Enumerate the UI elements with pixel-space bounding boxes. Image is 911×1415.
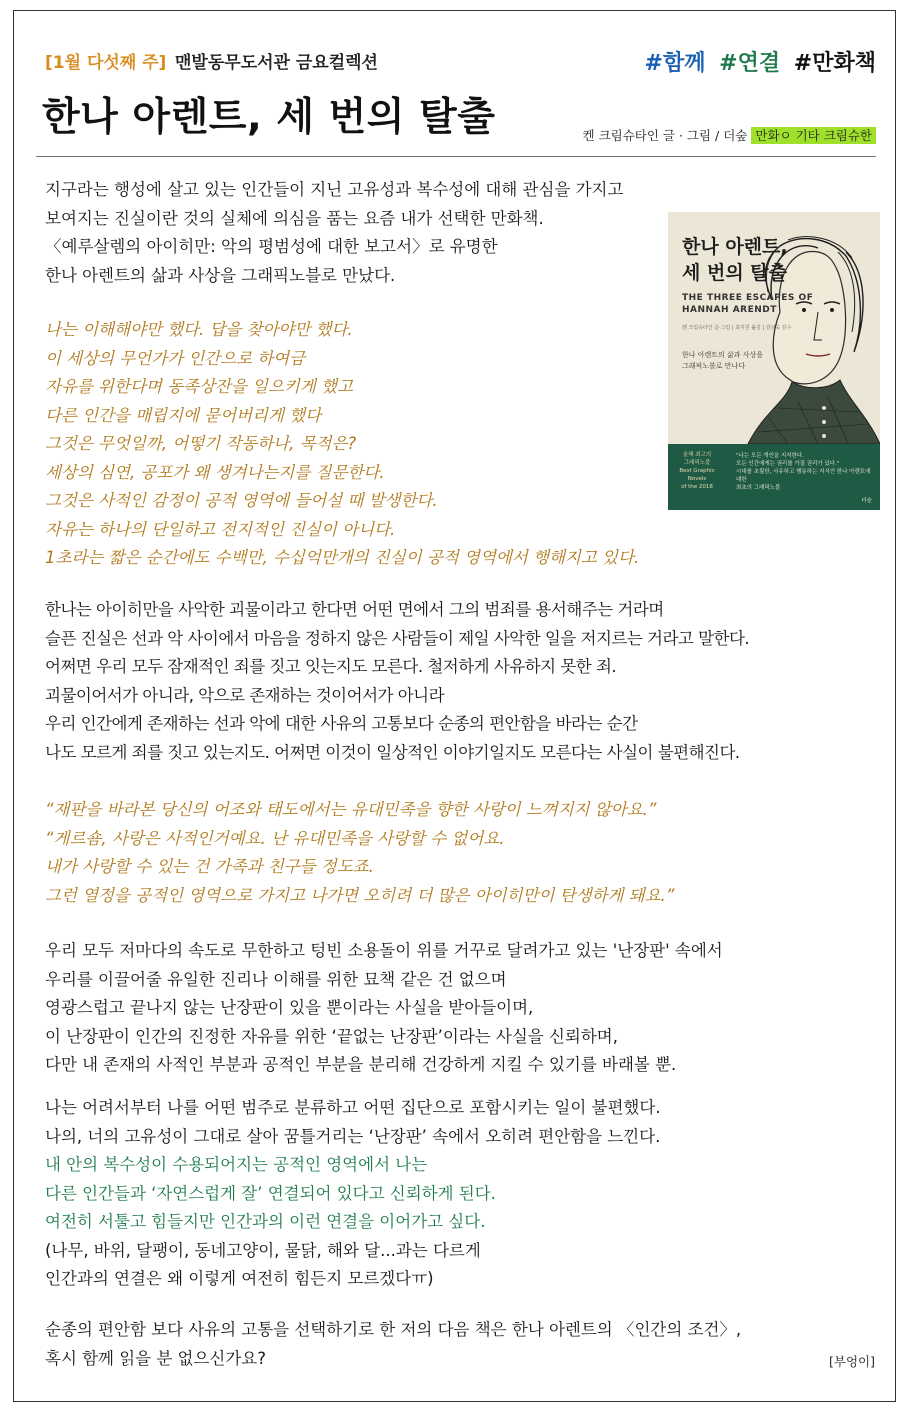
text-line: “재판을 바라본 당신의 어조와 태도에서는 유대민족을 향한 사랑이 느껴지지 않아요.” xyxy=(45,800,657,819)
author-publisher: 켄 크림슈타인 글 · 그림 / 더숲 xyxy=(582,128,748,143)
reflection-paragraph xyxy=(45,596,885,767)
chaos-paragraph xyxy=(45,937,885,1080)
hashtags xyxy=(639,46,876,77)
text-line: 다만 내 존재의 사적인 부분과 공적인 부분을 분리해 건강하게 지킬 수 있기를 바래볼 뿐. xyxy=(45,1055,677,1074)
text-line: 그것은 사적인 감정이 공적 영역에 들어설 때 발생한다. xyxy=(45,491,438,510)
classification-tag: 만화ㅇ 기타 크림슈한 xyxy=(751,127,876,144)
cover-english-line: HANNAH ARENDT xyxy=(682,305,777,315)
cover-quote-line: 최초의 그래픽노블 xyxy=(736,485,781,491)
text-line: 어쩌면 우리 모두 잠재적인 죄를 짓고 잇는지도 모른다. 철저하게 사유하지 못한 죄. xyxy=(45,657,617,676)
cover-publisher: 더숲 xyxy=(861,498,872,504)
hashtag: #함께 xyxy=(644,51,706,76)
cover-tagline-line: 한나 아렌트의 삶과 사상을 xyxy=(682,351,764,359)
signature: [부엉이] xyxy=(829,1354,875,1369)
hashtag: #만화책 xyxy=(793,51,876,76)
text-line: 나는 이해해야만 했다. 답을 찾아야만 했다. xyxy=(45,320,353,339)
text-line-green: 내 안의 복수성이 수용되어지는 공적인 영역에서 나는 xyxy=(45,1155,428,1174)
text-line: 자유는 하나의 단일하고 전지적인 진실이 아니다. xyxy=(45,519,396,539)
text-line: 우리 인간에게 존재하는 선과 악에 대한 사유의 고통보다 순종의 편안함을 바라는 순간 xyxy=(45,714,638,733)
text-line: 우리를 이끌어줄 유일한 진리나 이해를 위한 묘책 같은 건 없으며 xyxy=(45,969,507,989)
text-line: 나의, 너의 고유성이 그대로 살아 꿈틀거리는 ‘난장판’ 속에서 오히려 편안함을 느낀다. xyxy=(45,1126,661,1146)
text-line: 나도 모르게 죄를 짓고 있는지도. 어쩌면 이것이 일상적인 이야기일지도 모른다는 사실이 불편해진다. xyxy=(45,742,740,762)
text-line: 지구라는 행성에 살고 있는 인간들이 지닌 고유성과 복수성에 대해 관심을 가지고 xyxy=(45,180,624,199)
text-line: 괴물이어서가 아니라, 악으로 존재하는 것이어서가 아니라 xyxy=(45,685,445,705)
cover-tagline-line: 그래픽노블로 만나다 xyxy=(682,362,746,370)
text-line: 그런 열정을 공적인 영역으로 가지고 나가면 오히려 더 많은 아이히만이 탄생하게 돼요.” xyxy=(45,885,675,905)
text-line: 보여지는 진실이란 것의 실체에 의심을 품는 요즘 내가 선택한 만화책. xyxy=(45,208,544,228)
award-badge-line: 그래픽노블 xyxy=(683,460,711,466)
text-line: 나는 어려서부터 나를 어떤 범주로 분류하고 어떤 집단으로 포함시키는 일이 불편했다. xyxy=(45,1098,661,1117)
series-name: 맨발동무도서관 금요컬렉션 xyxy=(175,53,378,73)
text-line: 세상의 심연, 공포가 왜 생겨나는지를 질문한다. xyxy=(45,462,385,482)
text-line: 이 난장판이 인간의 진정한 자유를 위한 ‘끝없는 난장판’이라는 사실을 신뢰하며, xyxy=(45,1026,618,1046)
quote-paragraph xyxy=(45,316,885,573)
text-line: 한나는 아이히만을 사악한 괴물이라고 한다면 어떤 면에서 그의 범죄를 용서해주는 거라며 xyxy=(45,600,664,619)
closing-paragraph xyxy=(45,1316,885,1373)
cover-quote-line: 시대를 초월한, 사유하고 행동하는 지식인 한나 아렌트에 대한 xyxy=(736,469,871,483)
book-meta xyxy=(583,126,876,144)
text-line: 〈예루살렘의 아이히만: 악의 평범성에 대한 보고서〉로 유명한 xyxy=(45,237,498,256)
text-line: 우리 모두 저마다의 속도로 무한하고 텅빈 소용돌이 위를 거꾸로 달려가고 있는 '난장판' 속에서 xyxy=(45,941,723,960)
header-divider xyxy=(36,156,876,157)
text-line: 슬픈 진실은 선과 악 사이에서 마음을 정하지 않은 사람들이 제일 사악한 일을 저지르는 거라고 말한다. xyxy=(45,628,750,648)
text-line: 그것은 무엇일까, 어떻기 작동하나, 목적은? xyxy=(45,434,357,453)
intro-paragraph xyxy=(45,176,885,290)
text-line: 1초라는 짧은 순간에도 수백만, 수십억만개의 진실이 공적 영역에서 행해지고 있다. xyxy=(45,548,640,567)
text-line-green: 여전히 서툴고 힘들지만 인간과의 이런 연결을 이어가고 싶다. xyxy=(45,1212,486,1231)
cover-title-line: 한나 아렌트, xyxy=(682,236,788,258)
cover-english-line: THE THREE ESCAPES OF xyxy=(682,293,814,303)
text-line: 혹시 함께 읽을 분 없으신가요? xyxy=(45,1348,267,1368)
text-line: 한나 아렌트의 삶과 사상을 그래픽노블로 만났다. xyxy=(45,265,396,285)
text-line: 다른 인간을 매립지에 묻어버리게 했다 xyxy=(45,405,322,425)
dialogue-quote-paragraph xyxy=(45,796,885,910)
page-title: 한나 아렌트, 세 번의 탈출 xyxy=(42,95,496,140)
award-badge-line: 올해 최고의 xyxy=(682,452,712,458)
award-badge-line: Best Graphic Novels xyxy=(679,468,715,482)
text-line-green: 다른 인간들과 ‘자연스럽게 잘’ 연결되어 있다고 신뢰하게 된다. xyxy=(45,1183,496,1203)
cover-credit: 켄 크림슈타인 글·그림 | 최지원 옮김 | 김선욱 감수 xyxy=(682,325,792,331)
text-line: 인간과의 연결은 왜 이렇게 여전히 힘든지 모르겠다ㅠ) xyxy=(45,1269,434,1288)
cover-quote-line: "나는 모든 개인을 지지한다. xyxy=(736,453,804,459)
cover-title-line: 세 번의 탈출 xyxy=(682,262,787,284)
week-tag: [1월 다섯째 주] xyxy=(45,53,167,73)
text-line: 이 세상의 무언가가 인간으로 하여금 xyxy=(45,348,306,368)
text-line: (나무, 바위, 달팽이, 동네고양이, 물닭, 해와 달...과는 다르게 xyxy=(45,1240,481,1260)
hashtag: #연결 xyxy=(719,51,781,76)
text-line: 자유를 위한다며 동족상잔을 일으키게 했고 xyxy=(45,377,353,396)
text-line: “게르숌, 사랑은 사적인거예요. 난 유대민족을 사랑할 수 없어요. xyxy=(45,828,505,848)
text-line: 순종의 편안함 보다 사유의 고통을 선택하기로 한 저의 다음 책은 한나 아렌트의 〈인간의 조건〉, xyxy=(45,1320,742,1339)
text-line: 내가 사랑할 수 있는 건 가족과 친구들 정도죠. xyxy=(45,857,374,876)
award-badge-line: of the 2018 xyxy=(681,484,713,490)
cover-english-title xyxy=(682,292,813,316)
personal-paragraph xyxy=(45,1094,885,1294)
cover-quote-line: 모든 인간에게는 권리를 가질 권리가 있다." xyxy=(736,461,840,467)
text-line: 영광스럽고 끝나지 않는 난장판이 있을 뿐이라는 사실을 받아들이며, xyxy=(45,998,534,1017)
